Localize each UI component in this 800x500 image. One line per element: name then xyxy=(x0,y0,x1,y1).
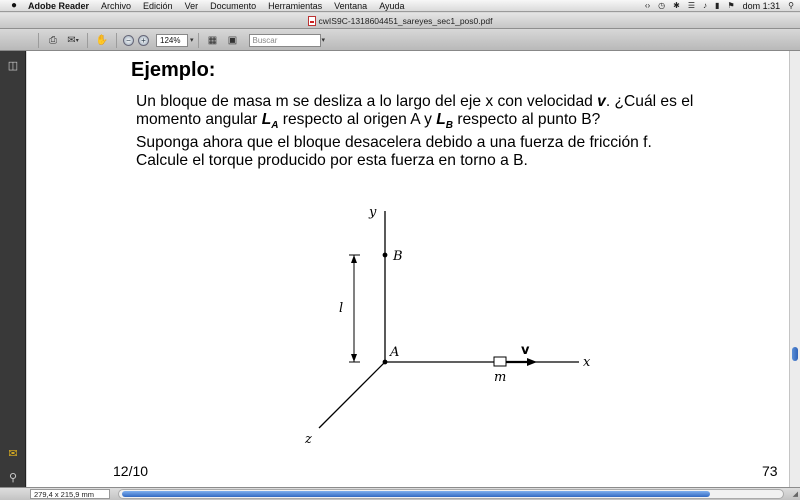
point-a xyxy=(383,360,388,365)
menu-extras xyxy=(645,1,800,11)
menu-documento[interactable]: Documento xyxy=(210,0,257,11)
share-icon: ✉ xyxy=(67,34,76,46)
apple-menu-icon[interactable]: ● xyxy=(10,0,18,11)
share-button[interactable]: ✉ ▾ xyxy=(67,34,79,46)
vertical-scroll-thumb[interactable] xyxy=(792,347,798,361)
battery-icon[interactable]: ▮ xyxy=(715,1,720,10)
momentum-symbol-b: L xyxy=(436,110,446,128)
length-arrow-down xyxy=(351,354,357,362)
printer-icon: ⎙ xyxy=(49,34,57,46)
document-page xyxy=(27,51,789,487)
menu-clock[interactable]: dom 1:31 xyxy=(742,0,781,11)
zoom-out-button[interactable]: − xyxy=(123,35,134,46)
window-title: cwIS9C-1318604451_sareyes_sec1_pos0.pdf xyxy=(318,16,493,26)
hand-tool-button[interactable] xyxy=(92,32,112,49)
attachments-panel-icon[interactable]: ⚲ xyxy=(8,472,18,484)
spotlight-search-icon[interactable]: ⚲ xyxy=(788,1,794,10)
label-x: x xyxy=(583,355,591,370)
menu-herramientas[interactable]: Herramientas xyxy=(268,0,323,11)
pdf-file-icon xyxy=(308,16,316,26)
search-input[interactable]: Buscar xyxy=(249,34,321,47)
print-button[interactable] xyxy=(43,32,63,49)
search-dropdown-icon[interactable]: ▾ xyxy=(321,37,326,44)
length-arrow-up xyxy=(351,255,357,263)
bluetooth-icon[interactable]: ✱ xyxy=(673,1,680,10)
toolbar-separator xyxy=(116,33,117,48)
navigation-sidebar xyxy=(0,51,26,487)
wifi-icon[interactable]: ☰ xyxy=(687,1,696,10)
label-y: y xyxy=(369,205,377,220)
label-v: v xyxy=(521,343,530,358)
label-a: A xyxy=(390,345,400,360)
physics-diagram xyxy=(27,51,789,487)
status-bar xyxy=(0,487,800,500)
fit-page-button[interactable] xyxy=(203,32,223,49)
label-z: z xyxy=(305,432,312,447)
fit-width-icon: ▣ xyxy=(227,34,238,46)
problem-line-2: momento angular $L_A$ respecto al origen A y $L_B$ respecto al punto B? xyxy=(136,110,601,131)
window-title-bar xyxy=(0,13,800,29)
zoom-in-button[interactable]: + xyxy=(138,35,149,46)
volume-icon[interactable]: ♪ xyxy=(703,1,708,10)
velocity-symbol: v xyxy=(597,93,606,110)
subscript-a: A xyxy=(271,119,279,131)
zoom-level-input[interactable]: 124% xyxy=(156,34,188,47)
hand-icon: ✋ xyxy=(95,34,109,46)
subscript-b: B xyxy=(445,119,453,131)
toolbar-separator xyxy=(198,33,199,48)
resize-grip-icon[interactable]: ◢ xyxy=(792,491,798,498)
label-l: l xyxy=(339,301,344,316)
zoom-dropdown-icon[interactable]: ▾ xyxy=(190,37,194,44)
menu-bar xyxy=(0,0,800,12)
page-heading: Ejemplo: xyxy=(131,59,216,81)
menu-edicion[interactable]: Edición xyxy=(143,0,173,11)
menu-ayuda[interactable]: Ayuda xyxy=(379,0,405,11)
problem-line-3: Suponga ahora que el bloque desacelera debido a una fuerza de fricción f. xyxy=(136,134,652,152)
block-mass xyxy=(494,357,506,366)
horizontal-scroll-thumb[interactable] xyxy=(122,491,710,497)
toolbar-separator xyxy=(87,33,88,48)
horizontal-scrollbar[interactable] xyxy=(118,489,784,499)
toolbar-separator xyxy=(38,33,39,48)
problem-line-4: Calcule el torque producido por esta fuerza en torno a B. xyxy=(136,151,528,169)
pages-panel-icon[interactable]: ◫ xyxy=(7,60,19,72)
menu-ver[interactable]: Ver xyxy=(184,0,199,11)
page-size-readout: 279,4 x 215,9 mm xyxy=(30,489,110,499)
menu-ventana[interactable]: Ventana xyxy=(334,0,368,11)
velocity-arrowhead xyxy=(527,358,537,366)
sync-arrows-icon[interactable]: ‹› xyxy=(644,1,651,10)
label-b: B xyxy=(393,249,403,264)
vertical-scrollbar[interactable] xyxy=(789,51,800,487)
menu-archivo[interactable]: Archivo xyxy=(101,0,132,11)
footer-date: 12/10 xyxy=(113,463,149,479)
momentum-symbol-a: L xyxy=(261,110,272,128)
z-axis xyxy=(319,362,385,428)
fit-page-icon: ▦ xyxy=(207,34,218,46)
comments-panel-icon[interactable]: ✉ xyxy=(8,448,18,460)
label-m: m xyxy=(494,370,507,385)
input-flag-icon[interactable]: ⚑ xyxy=(727,1,735,10)
time-machine-icon[interactable]: ◷ xyxy=(658,1,666,10)
point-b xyxy=(383,253,388,258)
toolbar xyxy=(0,30,800,51)
fit-width-button[interactable] xyxy=(223,32,243,49)
problem-line-1: Un bloque de masa m se desliza a lo largo del eje x con velocidad v. ¿Cuál es el xyxy=(136,93,694,110)
menu-app-name[interactable]: Adobe Reader xyxy=(28,0,90,11)
footer-page-number: 73 xyxy=(762,463,778,479)
